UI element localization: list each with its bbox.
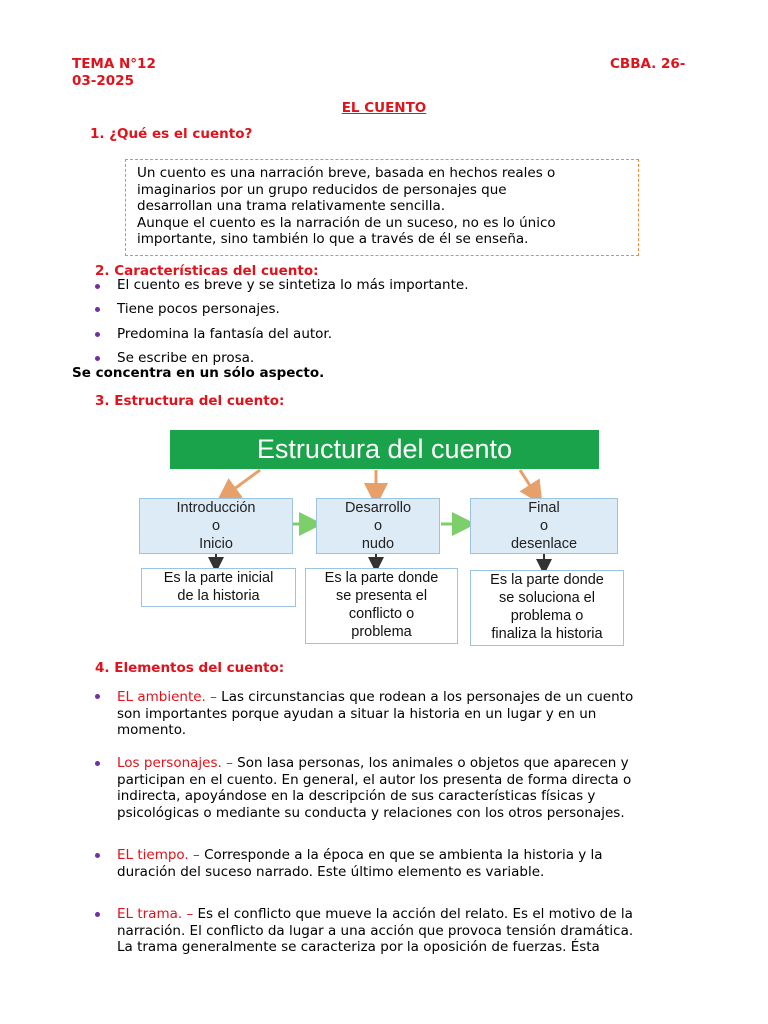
element-text: participan en el cuento. En general, el autor los presenta de forma directa o bbox=[117, 771, 632, 788]
part-intro-description bbox=[141, 568, 296, 607]
part-label: nudo bbox=[361, 536, 395, 552]
definition-line: desarrollan una trama relativamente sencilla. bbox=[137, 198, 446, 214]
description-line: Es la parte donde bbox=[324, 570, 439, 586]
list-item bbox=[117, 906, 697, 956]
part-development-description bbox=[305, 568, 458, 644]
description-line: conflicto o bbox=[348, 606, 415, 622]
description-line: problema bbox=[351, 624, 412, 640]
part-label: o bbox=[211, 518, 221, 534]
bullet-icon bbox=[95, 853, 100, 858]
part-intro-box bbox=[139, 498, 293, 554]
diagram-title: Estructura del cuento bbox=[170, 430, 599, 469]
list-item bbox=[117, 847, 697, 880]
element-text: Es el conflicto que mueve la acción del relato. Es el motivo de la bbox=[193, 906, 633, 922]
definition-line: imaginarios por un grupo reducidos de personajes que bbox=[137, 181, 507, 198]
part-final-box bbox=[470, 498, 618, 554]
page-title: EL CUENTO bbox=[341, 100, 427, 116]
part-label: Inicio bbox=[199, 536, 233, 552]
part-final-description bbox=[470, 570, 624, 646]
part-development-box bbox=[316, 498, 440, 554]
arrow-to-final bbox=[520, 470, 536, 495]
section3-heading: 3. Estructura del cuento: bbox=[95, 393, 285, 409]
description-line: se presenta el bbox=[335, 588, 428, 604]
description-line: problema o bbox=[510, 608, 584, 624]
part-label: Final bbox=[528, 500, 560, 516]
description-line: de la historia bbox=[177, 588, 260, 604]
definition-line: importante, sino también lo que a través de él se enseña. bbox=[137, 231, 529, 247]
part-label: Introducción bbox=[176, 500, 256, 516]
definition-line: Un cuento es una narración breve, basada en hechos reales o bbox=[137, 165, 556, 181]
element-text: duración del suceso narrado. Este último elemento es variable. bbox=[117, 863, 545, 880]
list-item bbox=[117, 689, 697, 739]
element-term: EL tiempo. – bbox=[117, 847, 200, 863]
element-text: momento. bbox=[117, 722, 187, 738]
section4-heading: 4. Elementos del cuento: bbox=[95, 660, 285, 676]
element-term: EL ambiente. – bbox=[117, 689, 217, 705]
element-text: narración. El conflicto da lugar a una acción que provoca tensión dramática. bbox=[117, 922, 634, 939]
element-text: Las circunstancias que rodean a los personajes de un cuento bbox=[216, 689, 634, 705]
bullet-icon bbox=[95, 761, 100, 766]
part-label: o bbox=[539, 518, 549, 534]
description-line: finaliza la historia bbox=[491, 626, 603, 642]
topic-number: TEMA N°12 bbox=[72, 56, 156, 72]
description-line: Es la parte donde bbox=[490, 572, 604, 588]
arrow-to-intro bbox=[226, 470, 260, 495]
part-label: desenlace bbox=[510, 536, 578, 552]
date-label: CBBA. 26- bbox=[610, 56, 686, 72]
element-term: EL trama. – bbox=[117, 906, 194, 922]
description-line: se soluciona el bbox=[499, 590, 595, 606]
element-text: psicológicas o mediante su conducta y relaciones con los otros personajes. bbox=[117, 804, 625, 821]
bullet-icon bbox=[95, 694, 100, 699]
list-item: Tiene pocos personajes. bbox=[117, 301, 280, 317]
element-text: son importantes porque ayudan a situar la historia en un lugar y en un bbox=[117, 705, 597, 722]
date-continuation: 03-2025 bbox=[72, 73, 134, 89]
list-item bbox=[117, 755, 697, 821]
section1-heading: 1. ¿Qué es el cuento? bbox=[90, 126, 253, 142]
element-text: La trama generalmente se caracteriza por la oposición de fuerzas. Ésta bbox=[117, 939, 600, 955]
list-item: Se escribe en prosa. bbox=[117, 350, 255, 366]
element-term: Los personajes. – bbox=[117, 755, 233, 771]
part-label: Desarrollo bbox=[344, 500, 412, 516]
definition-line: Aunque el cuento es la narración de un suceso, no es lo único bbox=[137, 214, 556, 231]
element-text: Son lasa personas, los animales o objetos que aparecen y bbox=[232, 755, 629, 771]
list-item: El cuento es breve y se sintetiza lo más importante. bbox=[117, 277, 469, 293]
element-text: Corresponde a la época en que se ambienta la historia y la bbox=[199, 847, 603, 863]
bullet-icon bbox=[95, 912, 100, 917]
element-text: indirecta, apoyándose en la descripción de sus características físicas y bbox=[117, 788, 596, 804]
part-label: o bbox=[373, 518, 383, 534]
description-line: Es la parte inicial bbox=[163, 570, 274, 586]
section2-heading: 2. Características del cuento: bbox=[95, 263, 319, 279]
list-item: Predomina la fantasía del autor. bbox=[117, 326, 333, 342]
characteristic-note: Se concentra en un sólo aspecto. bbox=[72, 365, 325, 381]
